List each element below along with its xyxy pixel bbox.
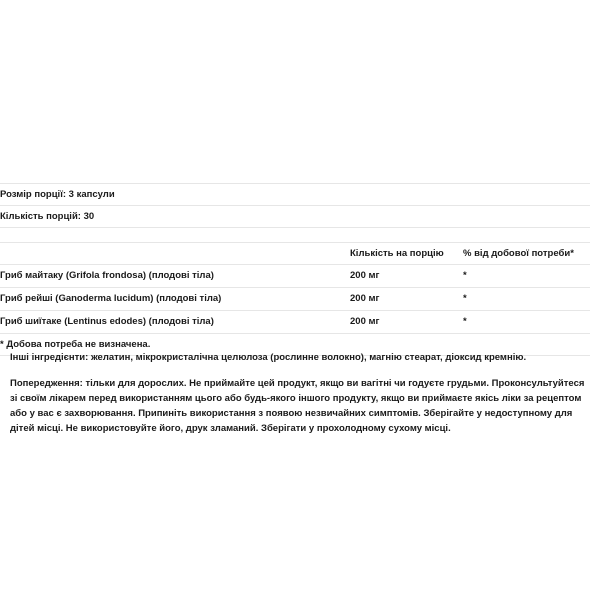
- table-spacer-row: [0, 228, 590, 243]
- column-header-amount-per-serving: Кількість на порцію: [350, 243, 463, 265]
- column-header-percent-daily-value: % від добової потреби*: [463, 243, 590, 265]
- table-row: [0, 311, 590, 334]
- supplement-facts-panel: [0, 183, 590, 356]
- ingredient-name: Гриб рейші (Ganoderma lucidum) (плодові тіла): [0, 288, 350, 311]
- ingredient-name: Гриб шиїтаке (Lentinus edodes) (плодові тіла): [0, 311, 350, 334]
- table-header-row: [0, 243, 590, 265]
- table-row: [0, 265, 590, 288]
- servings-per-container-text: Кількість порцій: 30: [0, 206, 590, 228]
- ingredient-amount: 200 мг: [350, 265, 463, 288]
- other-ingredients-text: Інші інгредієнти: желатин, мікрокристалічна целюлоза (рослинне волокно), магнію стеарат, діоксид кремнію.: [10, 351, 527, 363]
- serving-size-text: Розмір порції: 3 капсули: [0, 184, 590, 206]
- ingredient-amount: 200 мг: [350, 311, 463, 334]
- ingredient-daily-value: *: [463, 265, 590, 288]
- serving-size-row: [0, 184, 590, 206]
- column-header-name: [0, 243, 350, 265]
- ingredient-daily-value: *: [463, 311, 590, 334]
- daily-value-footnote-text: * Добова потреба не визначена.: [0, 334, 590, 356]
- table-row: [0, 288, 590, 311]
- ingredient-daily-value: *: [463, 288, 590, 311]
- ingredient-amount: 200 мг: [350, 288, 463, 311]
- warning-text: Попередження: тільки для дорослих. Не приймайте цей продукт, якщо ви вагітні чи годуєте грудьми. Проконсультуйтеся зі своїм лікарем перед використанням цього або будь-якого іншого продукту, якщо ви приймаєте якісь ліки за рецептом або у вас є захворювання. Припиніть використання з появою незвичайних симптомів. Зберігайте у недоступному для дітей місці. Не використовуйте його, друк зламаний. Зберігати у прохолодному сухому місці.: [10, 377, 585, 434]
- table-spacer-cell: [0, 228, 590, 243]
- supplement-facts-table: [0, 183, 590, 356]
- servings-per-container-row: [0, 206, 590, 228]
- ingredient-name: Гриб майтаку (Grifola frondosa) (плодові тіла): [0, 265, 350, 288]
